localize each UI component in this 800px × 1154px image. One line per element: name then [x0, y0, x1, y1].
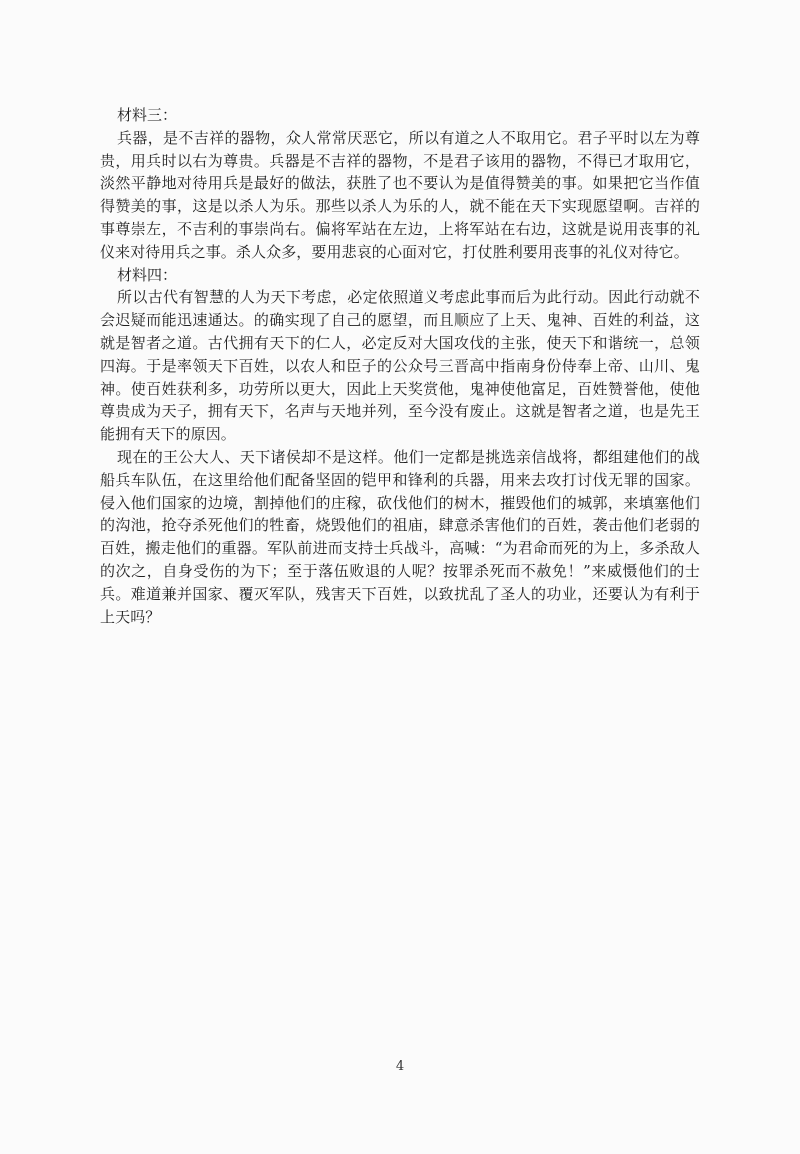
material-3-paragraph: 兵器，是不吉祥的器物，众人常常厌恶它，所以有道之人不取用它。君子平时以左为尊贵，用兵时以右为尊贵。兵器是不吉祥的器物，不是君子该用的器物，不得已才取用它，淡然平静地对待用兵是最好的做法，获胜了也不要认为是值得赞美的事。如果把它当作值得赞美的事，这是以杀人为乐。那些以杀人为乐的人，就不能在天下实现愿望啊。吉祥的事尊崇左，不吉利的事崇尚右。偏将军站在左边，上将军站在右边，这就是说用丧事的礼仪来对待用兵之事。杀人众多，要用悲哀的心面对它，打仗胜利要用丧事的礼仪对待它。: [100, 128, 700, 261]
material-4-paragraph-1: 所以古代有智慧的人为天下考虑，必定依照道义考虑此事而后为此行动。因此行动就不会迟疑而能迅速通达。的确实现了自己的愿望，而且顺应了上天、鬼神、百姓的利益，这就是智者之道。古代拥有天下的仁人，必定反对大国攻伐的主张，使天下和谐统一，总领四海。于是率领天下百姓，以农人和臣子的公众号三晋高中指南身份侍奉上帝、山川、鬼神。使百姓获利多，功劳所以更大，因此上天奖赏他，鬼神使他富足，百姓赞誉他，使他尊贵成为天子，拥有天下，名声与天地并列，至今没有废止。这就是智者之道，也是先王能拥有天下的原因。: [100, 288, 700, 444]
material-4-paragraph-2: 现在的王公大人、天下诸侯却不是这样。他们一定都是挑选亲信战将，都组建他们的战船兵车队伍，在这里给他们配备坚固的铠甲和锋利的兵器，用来去攻打讨伐无罪的国家。侵入他们国家的边境，割掉他们的庄稼，砍伐他们的树木，摧毁他们的城郭，来填塞他们的沟池，抢夺杀死他们的牲畜，烧毁他们的祖庙，肆意杀害他们的百姓，袭击他们老弱的百姓，搬走他们的重器。军队前进而支持士兵战斗，高喊：“为君命而死的为上，多杀敌人的次之，自身受伤的为下；至于落伍败退的人呢？按罪杀死而不赦免！”来威慑他们的士兵。难道兼并国家、覆灭军队，残害天下百姓，以致扰乱了圣人的功业，还要认为有利于上天吗？: [100, 447, 700, 626]
document-body: [100, 104, 700, 628]
section-title-material-3: 材料三：: [117, 106, 178, 124]
page-number: 4: [395, 1059, 405, 1074]
section-title-material-4: 材料四：: [117, 265, 178, 284]
